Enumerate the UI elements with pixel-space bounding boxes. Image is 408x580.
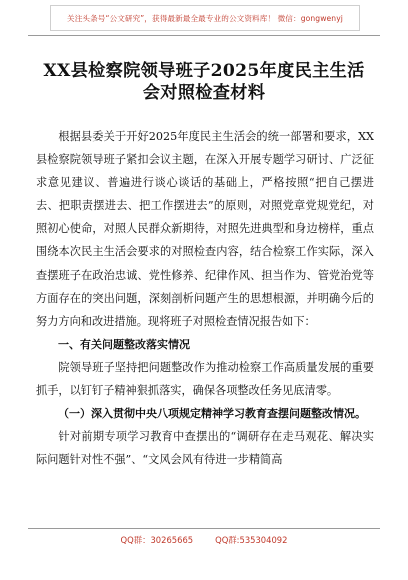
promo-banner [50,5,360,31]
header-divider [28,35,380,36]
qq-group-1: QQ群：30265665 [120,535,194,545]
promo-text: 关注头条号“公文研究”，获得最新最全最专业的公文资料库！ 微信：gongwenyj [67,13,343,23]
title-line-1: XX县检察院领导班子2025年度民主生活 [43,61,365,81]
footer-divider [28,528,380,529]
paragraph-findings: 针对前期专项学习教育中查摆出的“调研存在走马观花、解决实际问题针对性不强”、“文风会风有待进一步精简高 [36,430,374,467]
section-heading: 一、有关问题整改落实情况 [58,337,190,351]
footer [0,534,408,546]
paragraph-intro: 根据县委关于开好2025年度民主生活会的统一部署和要求，XX县检察院领导班子紧扣会议主题，在深入开展专题学习研讨、广泛征求意见建议、普遍进行谈心谈话的基础上，严格按照“把自己摆进去、把职责摆进去、把工作摆进去”的原则，对照党章党规党纪，对照初心使命，对照人民群众新期待，对照先进典型和身边榜样，重点围绕本次民主生活会要求的对照检查内容，结合检察工作实际，深入查摆班子在政治忠诚、党性修养、纪律作风、担当作为、管党治党等方面存在的突出问题，深刻剖析问题产生的思想根源，并明确今后的努力方向和改进措施。现将班子对照检查情况报告如下： [36,130,374,328]
document-title [20,60,388,104]
paragraph-rectification: 院领导班子坚持把问题整改作为推动检察工作高质量发展的重要抓手，以钉钉子精神狠抓落实，确保各项整改任务见底清零。 [36,360,374,398]
qq-group-2: QQ群:535304092 [215,535,288,545]
document-body [36,125,374,471]
title-line-2: 会对照检查材料 [142,83,266,103]
subsection-heading: （一）深入贯彻中央八项规定精神学习教育查摆问题整改情况。 [58,407,366,421]
